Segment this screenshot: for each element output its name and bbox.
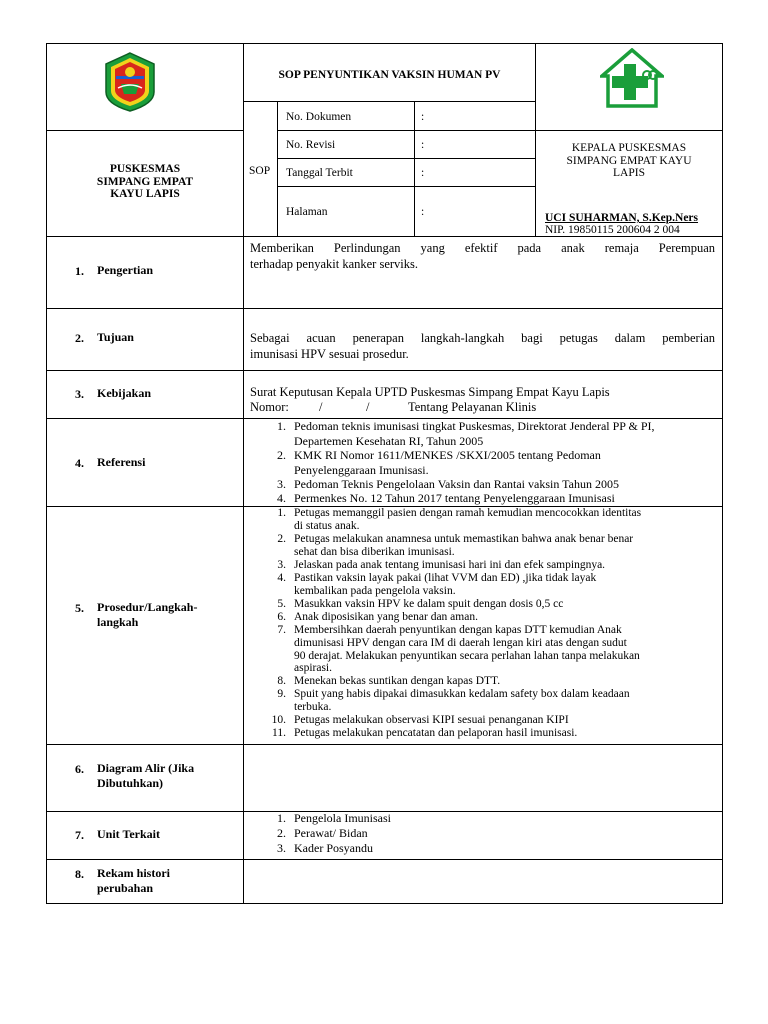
- head-title-line-2: SIMPANG EMPAT KAYU: [566, 154, 692, 167]
- regional-emblem-icon: [104, 52, 156, 112]
- section-title: Kebijakan: [97, 386, 152, 400]
- organization-name: [46, 163, 244, 201]
- section-text-line: imunisasi HPV sesuai prosedur.: [250, 347, 409, 361]
- policy-nomor-slash: /: [319, 400, 323, 414]
- section-number: 8.: [75, 867, 84, 881]
- policy-line: Surat Keputusan Kepala UPTD Puskesmas Simpang Empat Kayu Lapis: [250, 385, 610, 399]
- section-title: Tujuan: [97, 330, 134, 344]
- section-number: 5.: [75, 601, 84, 615]
- section-number: 7.: [75, 828, 84, 842]
- section-number: 1.: [75, 264, 84, 278]
- meta-label-page: Halaman: [286, 206, 328, 218]
- meta-value-issue-date: :: [421, 167, 425, 179]
- section-text-line: Memberikan Perlindungan yang efektif pada anak remaja Perempuan: [250, 241, 715, 255]
- meta-label-issue-date: Tanggal Terbit: [286, 167, 353, 179]
- sop-label: SOP: [249, 165, 271, 177]
- head-name: UCI SUHARMAN, S.Kep.Ners: [545, 212, 699, 224]
- section-text-line: terhadap penyakit kanker serviks.: [250, 257, 418, 271]
- policy-nomor-label: Nomor:: [250, 400, 289, 414]
- section-number: 2.: [75, 331, 84, 345]
- section-text-line: Sebagai acuan penerapan langkah-langkah bagi petugas dalam pemberian: [250, 331, 715, 345]
- head-title-line-1: KEPALA PUSKESMAS: [571, 142, 687, 154]
- head-title-line-3: LAPIS: [613, 167, 645, 179]
- section-number: 6.: [75, 762, 84, 776]
- org-line-3: KAYU LAPIS: [110, 188, 180, 200]
- section-number: 4.: [75, 456, 84, 470]
- meta-label-doc-number: No. Dokumen: [286, 111, 352, 123]
- section-title: Prosedur/Langkah- langkah: [97, 600, 198, 629]
- org-line-1: PUSKESMAS: [109, 163, 181, 175]
- meta-value-doc-number: :: [421, 111, 425, 123]
- meta-value-revision: :: [421, 139, 425, 151]
- meta-label-revision: No. Revisi: [286, 139, 336, 151]
- section-number: 3.: [75, 387, 84, 401]
- policy-nomor-slash: /: [366, 400, 370, 414]
- puskesmas-cross-icon: [600, 48, 664, 110]
- meta-value-page: :: [421, 206, 425, 218]
- section-title: Pengertian: [97, 263, 153, 277]
- section-title: Diagram Alir (Jika Dibutuhkan): [97, 761, 195, 790]
- org-line-2: SIMPANG EMPAT: [96, 175, 194, 188]
- head-title: [535, 142, 723, 180]
- policy-nomor-tail: Tentang Pelayanan Klinis: [408, 400, 537, 414]
- document-title: SOP PENYUNTIKAN VAKSIN HUMAN PV: [278, 69, 501, 81]
- head-nip: NIP. 19850115 200604 2 004: [545, 224, 680, 236]
- section-title: Unit Terkait: [97, 827, 161, 841]
- section-title: Referensi: [97, 455, 146, 469]
- section-title: Rekam histori perubahan: [97, 866, 170, 895]
